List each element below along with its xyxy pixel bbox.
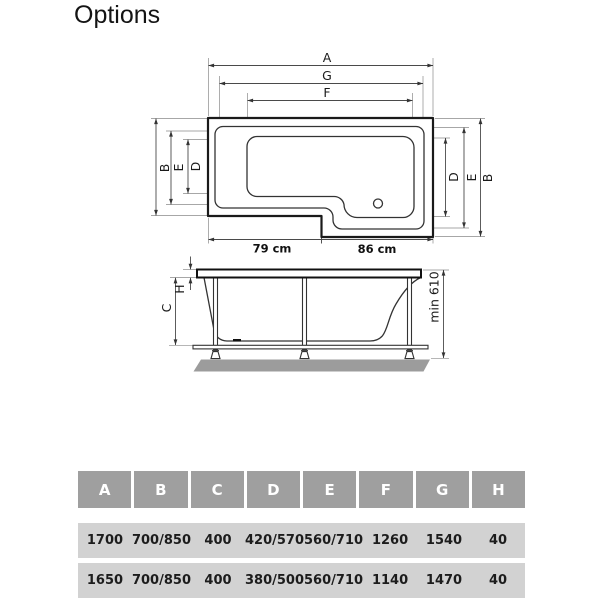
cell-f2: 1140: [371, 573, 409, 588]
width-label-86cm: 86 cm: [357, 242, 397, 256]
dim-label-d-right: D: [446, 172, 461, 182]
spec-table-row: [78, 523, 525, 558]
cell-d2: 380/500: [244, 573, 305, 588]
cell-e2: 560/710: [304, 573, 364, 588]
cell-h2: 40: [488, 573, 508, 588]
dim-label-b-right: B: [480, 173, 495, 183]
cell-g1: 1540: [425, 533, 463, 548]
dim-label-d-left: D: [188, 161, 203, 172]
cell-a2: 1650: [86, 573, 124, 588]
cell-b2: 700/850: [131, 573, 191, 588]
tub-profile: [204, 278, 421, 342]
header-cell-d: D: [247, 471, 300, 508]
cell-e1: 560/710: [304, 533, 364, 548]
spec-table-row: [78, 563, 525, 598]
header-cell-g: G: [416, 471, 469, 508]
spec-table: [78, 471, 525, 598]
adjustable-feet: [211, 351, 414, 359]
header-cell-a: A: [78, 471, 131, 508]
dim-label-h: H: [172, 284, 187, 294]
floor-slab: [194, 360, 431, 372]
cell-f1: 1260: [371, 533, 409, 548]
dim-label-b-left: B: [157, 163, 172, 173]
dim-label-e-left: E: [171, 163, 186, 172]
cell-c1: 400: [204, 533, 232, 548]
header-cell-c: C: [191, 471, 244, 508]
cell-b1: 700/850: [131, 533, 191, 548]
width-label-79cm: 79 cm: [252, 241, 292, 256]
spec-table-header: [78, 471, 525, 508]
dim-label-e-right: E: [464, 173, 479, 182]
cell-c2: 400: [204, 573, 232, 588]
side-view: [159, 257, 449, 372]
cell-h1: 40: [488, 533, 508, 548]
cell-d1: 420/570: [244, 533, 305, 548]
cell-a1: 1700: [86, 533, 124, 548]
plan-view: [151, 50, 495, 256]
page-title: Options: [74, 1, 161, 29]
dim-label-a: A: [322, 50, 332, 65]
min-height-label: min 610: [426, 271, 442, 323]
header-cell-h: H: [472, 471, 525, 508]
dim-label-f: F: [323, 85, 331, 100]
header-cell-e: E: [303, 471, 356, 508]
tub-rim-bar: [197, 270, 421, 278]
dim-label-g: G: [322, 68, 332, 83]
header-cell-b: B: [134, 471, 187, 508]
support-frame: [193, 278, 428, 350]
header-cell-f: F: [359, 471, 412, 508]
dim-label-c: C: [159, 303, 174, 313]
cell-g2: 1470: [425, 573, 463, 588]
